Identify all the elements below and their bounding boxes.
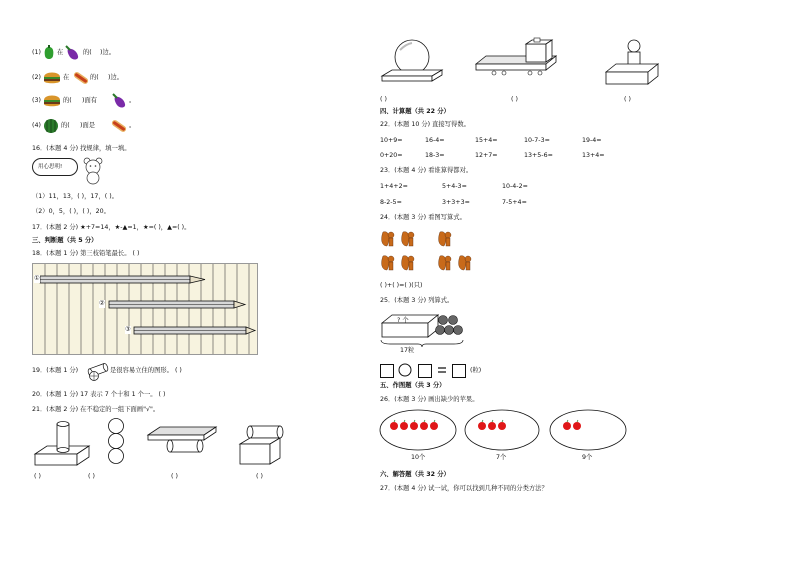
q21-answer-3[interactable]: ( ) [171, 473, 178, 480]
item-text: 在 [63, 74, 70, 81]
item-number: (4) [32, 122, 41, 129]
calc-item[interactable]: 13+4= [582, 152, 605, 159]
top-answer-3[interactable]: ( ) [624, 96, 631, 103]
item-text: 的( [61, 122, 70, 129]
pencil-number: ① [34, 275, 40, 282]
ellipse-label: 10个 [411, 454, 426, 461]
pencil-number: ② [99, 300, 105, 307]
section-6-title: 六、解答题（共 32 分） [380, 471, 450, 478]
bear-icon [83, 157, 103, 185]
q19-text: 是很容易立住的图形。 ( ) [110, 367, 182, 374]
circle-operator[interactable] [398, 363, 412, 377]
calc23-item[interactable]: 8-2-5= [380, 199, 402, 206]
shape-cylinder-on-block [33, 418, 91, 468]
shape-ball-on-cylinder-block [604, 38, 660, 86]
apple-ellipse-3 [549, 409, 627, 451]
item-text: )面是 [80, 122, 96, 129]
apple-ellipse-1 [379, 409, 457, 451]
q18-title: 18．(本题 1 分) 第三枝铅笔最长。 ( ) [32, 250, 140, 257]
pencil-3 [33, 264, 257, 354]
item-text: )面有 [82, 97, 98, 104]
calc23-item[interactable]: 10-4-2= [502, 183, 528, 190]
item-text: )边。 [108, 74, 124, 81]
q16-line-2: （2）0，5，( )，( )，20。 [32, 208, 110, 215]
item-text: 的( [83, 49, 92, 56]
q25-title: 25．(本题 3 分) 列算式。 [380, 297, 454, 304]
calc23-item[interactable]: 7-5+4= [502, 199, 527, 206]
q16-line-1: （1）11，13，( )，17，( )。 [32, 193, 118, 200]
q16-title: 16．(本题 4 分) 找规律，填一填。 [32, 145, 131, 152]
green-pepper-icon [43, 45, 55, 61]
calc-item[interactable]: 16-4= [425, 137, 445, 144]
calc-item[interactable]: 15+4= [475, 137, 498, 144]
eggplant-icon [112, 93, 128, 109]
hotdog-icon [110, 118, 128, 134]
equals-icon [437, 363, 447, 377]
apple-ellipse-2 [464, 409, 540, 451]
eggplant-icon [65, 45, 81, 61]
box-question: ? 个 [397, 317, 409, 324]
bubble [32, 158, 78, 176]
q24-answer[interactable]: ( )+( )=( )(只) [380, 282, 423, 289]
top-answer-1[interactable]: ( ) [380, 96, 387, 103]
answer-box[interactable] [418, 364, 432, 378]
top-answer-2[interactable]: ( ) [511, 96, 518, 103]
item-text: 。 [129, 97, 136, 104]
calc23-item[interactable]: 5+4-3= [442, 183, 467, 190]
section-5-title: 五、作图题（共 3 分） [380, 382, 446, 389]
q19-title: 19．(本题 1 分) [32, 367, 79, 374]
calc23-item[interactable]: 3+3+3= [442, 199, 470, 206]
calc-item[interactable]: 10+9= [380, 137, 403, 144]
item-text: 在 [57, 49, 64, 56]
calc-item[interactable]: 13+5-6= [524, 152, 553, 159]
cylinder-icon [86, 358, 110, 382]
q21-title: 21．(本题 2 分) 在不稳定的一组下面画"√"。 [32, 406, 160, 413]
calc-item[interactable]: 10-7-3= [524, 137, 550, 144]
watermelon-icon [43, 118, 59, 134]
q21-answer-4[interactable]: ( ) [256, 473, 263, 480]
hotdog-icon [72, 70, 90, 86]
item-number: (2) [32, 74, 41, 81]
item-text: 的( [90, 74, 99, 81]
q27-title: 27．(本题 4 分) 试一试，你可以找到几种不同的分类方法？ [380, 485, 548, 492]
section-4-title: 四、计算题（共 22 分） [380, 108, 450, 115]
item-text: 。 [129, 122, 136, 129]
answer-box[interactable] [452, 364, 466, 378]
q22-title: 22．(本题 10 分) 直接写得数。 [380, 121, 470, 128]
shape-ball-on-board [380, 38, 444, 84]
ellipse-label: 9个 [582, 454, 593, 461]
hamburger-icon [43, 93, 61, 109]
calc23-item[interactable]: 1+4+2= [380, 183, 408, 190]
box-icon [380, 311, 440, 341]
squirrels-group-right [436, 228, 476, 274]
q21-answer-1[interactable]: ( ) [34, 473, 41, 480]
shape-box-on-board [474, 38, 558, 86]
shape-board-on-cylinder [146, 425, 218, 465]
box-total: 17粒 [400, 347, 415, 354]
balls-icon [435, 314, 463, 340]
calc-item[interactable]: 0+20= [380, 152, 403, 159]
q24-title: 24．(本题 3 分) 看图写算式。 [380, 214, 466, 221]
q26-title: 26．(本题 3 分) 画出缺少的苹果。 [380, 396, 479, 403]
answer-box[interactable] [380, 364, 394, 378]
q25-unit: (粒) [470, 367, 482, 374]
shape-block-on-cylinder [238, 418, 290, 466]
brace-icon [380, 339, 464, 347]
shape-stacked-balls [106, 418, 126, 466]
pencil-figure [32, 263, 258, 355]
section-3-title: 三、判断题（共 5 分） [32, 237, 98, 244]
bubble-text: 用心思明! [38, 164, 63, 170]
item-number: (1) [32, 49, 41, 56]
squirrels-group-left [379, 228, 419, 274]
q20-title: 20．(本题 1 分) 17 表示 7 个十和 1 个一。 ( ) [32, 391, 166, 398]
pencil-number: ③ [125, 326, 131, 333]
item-number: (3) [32, 97, 41, 104]
hamburger-icon [43, 70, 61, 86]
ellipse-label: 7个 [496, 454, 507, 461]
calc-item[interactable]: 12+7= [475, 152, 498, 159]
calc-item[interactable]: 18-3= [425, 152, 445, 159]
item-text: )边。 [100, 49, 116, 56]
item-text: 的( [63, 97, 72, 104]
calc-item[interactable]: 19-4= [582, 137, 602, 144]
q21-answer-2[interactable]: ( ) [88, 473, 95, 480]
q17-title: 17．(本题 2 分) ★+7=14，★-▲=1，★=( )，▲=( )。 [32, 224, 191, 231]
q23-title: 23．(本题 4 分) 看谁算得都对。 [380, 167, 473, 174]
